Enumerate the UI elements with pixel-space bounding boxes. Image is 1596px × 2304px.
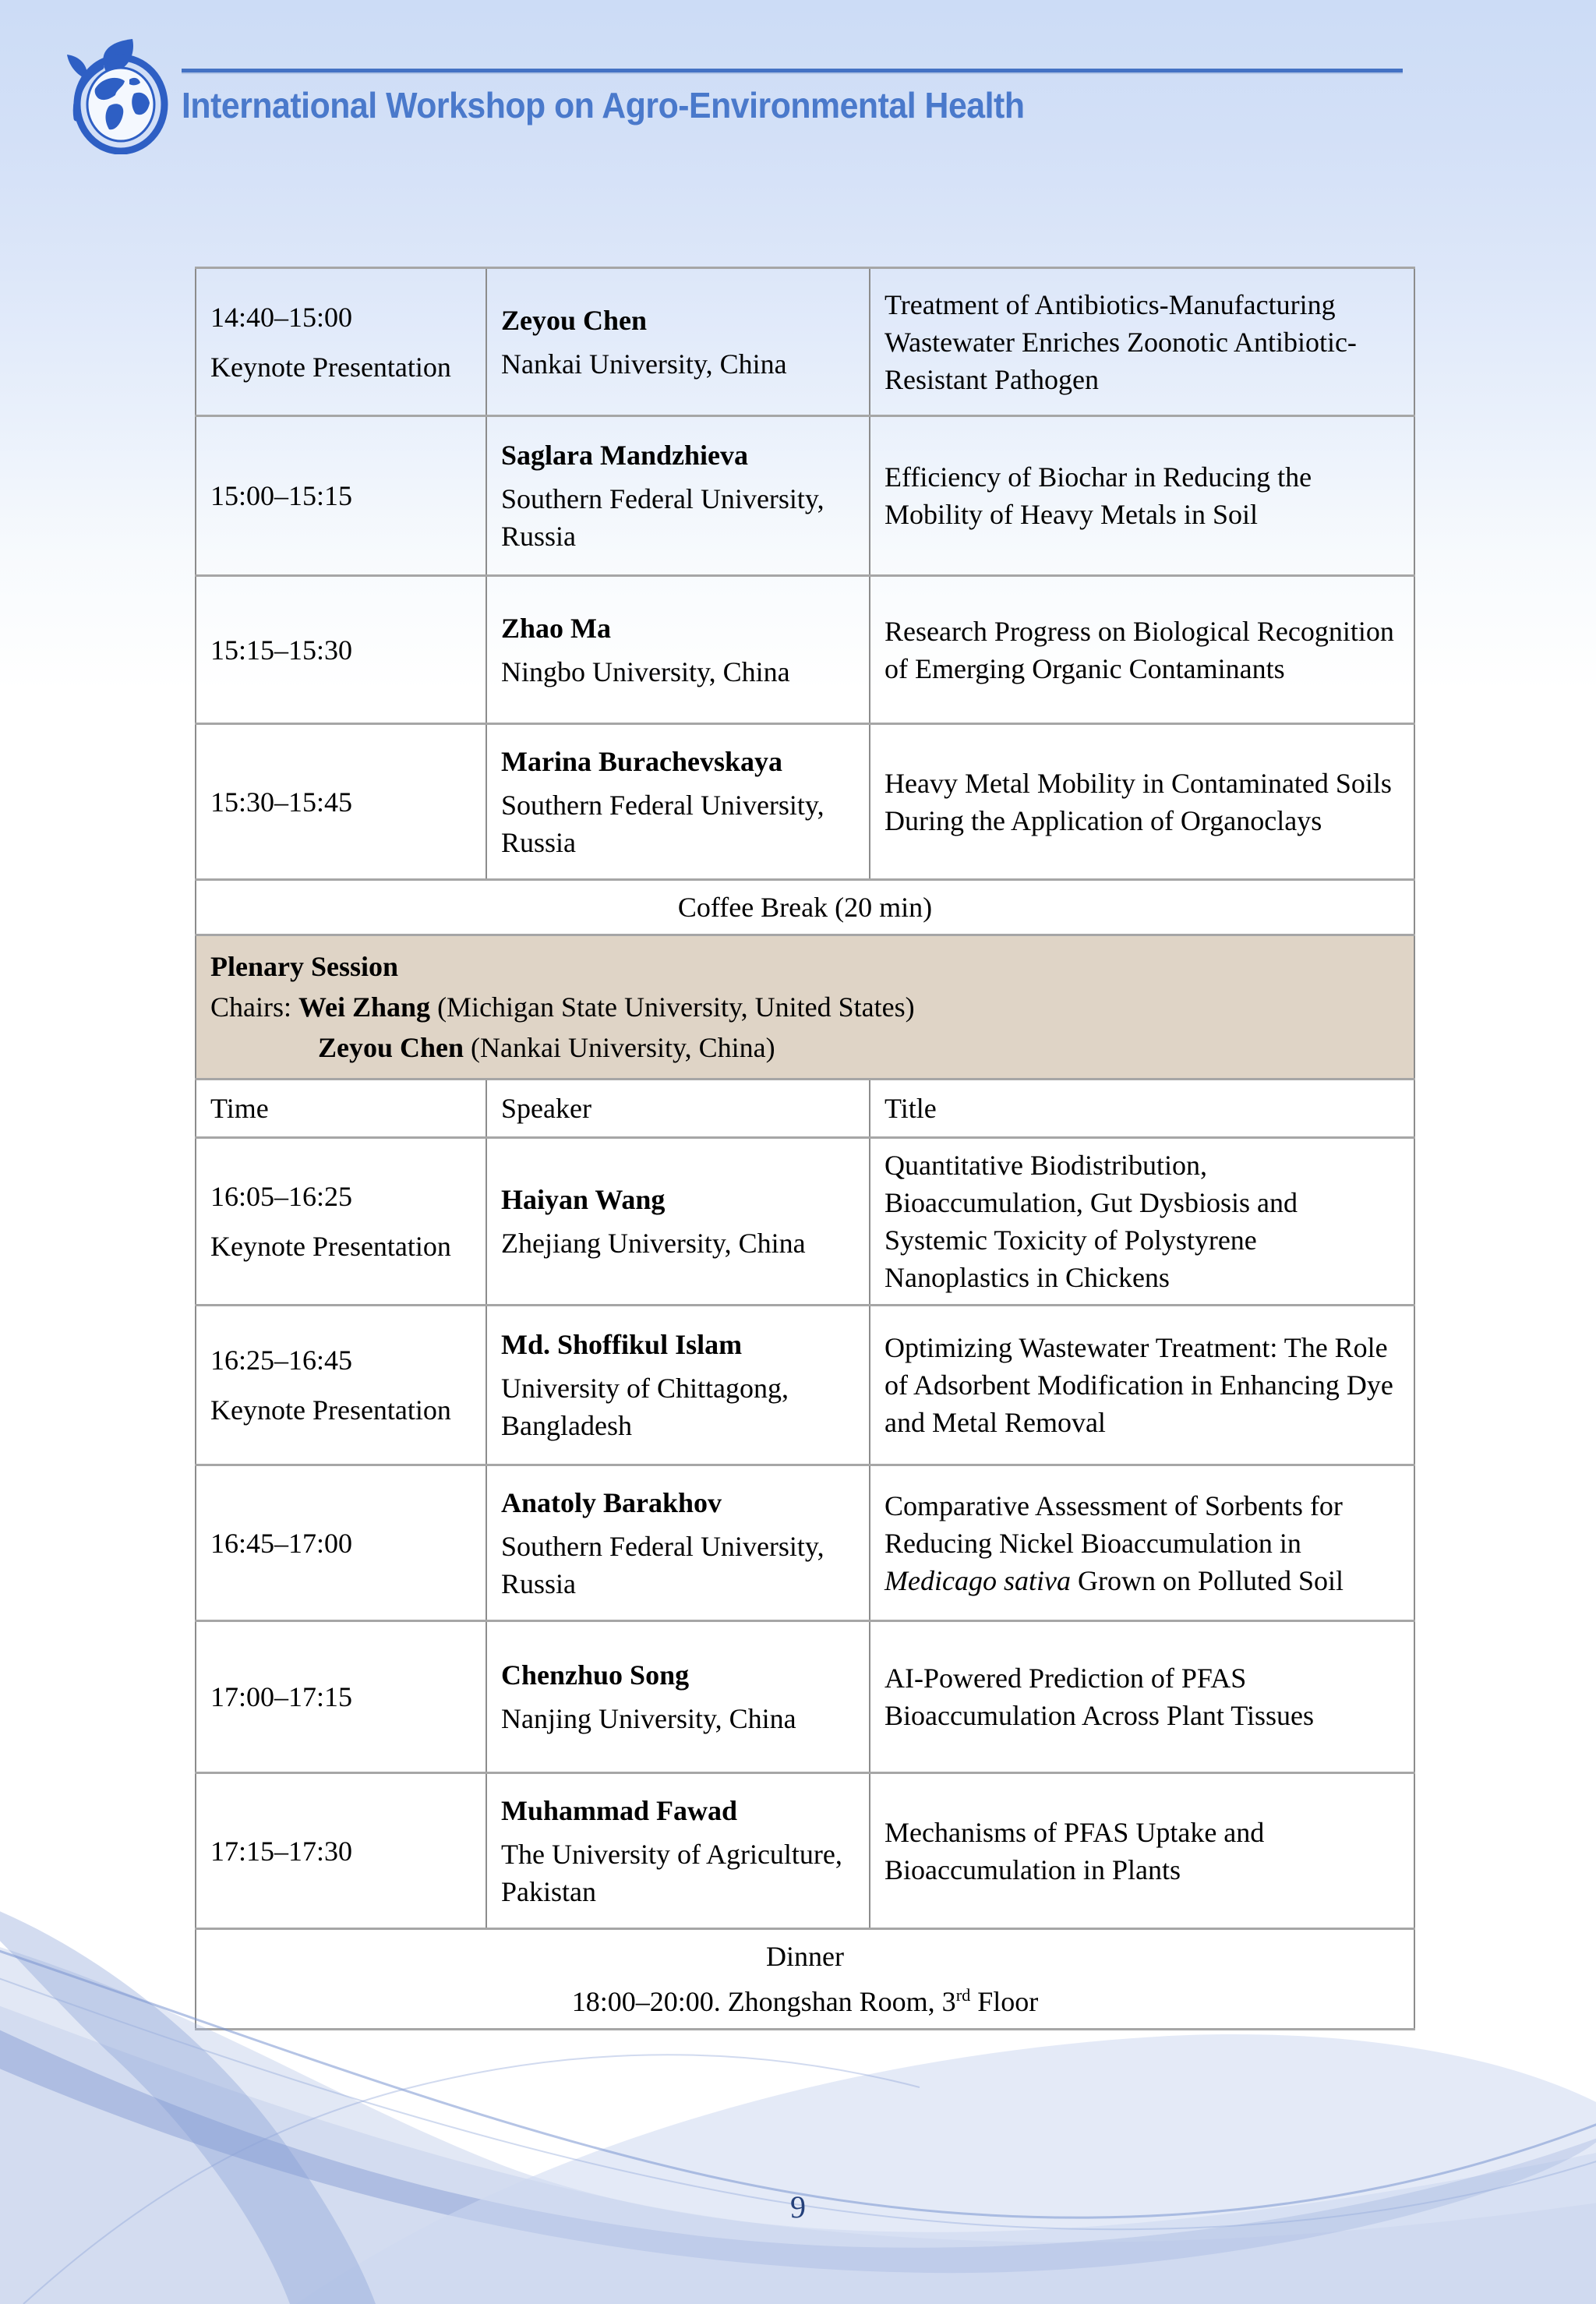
speaker-cell [486, 268, 870, 416]
time-cell [196, 576, 486, 724]
program-table-row [196, 724, 1414, 880]
speaker-cell [486, 1465, 870, 1621]
speaker-name: Chenzhuo Song [501, 1659, 690, 1691]
speaker-cell [486, 1306, 870, 1465]
speaker-name: Saglara Mandzhieva [501, 440, 749, 471]
column-header-title: Title [870, 1080, 1414, 1138]
talk-title: Quantitative Biodistribution, Bioaccumulation, Gut Dysbiosis and Systemic Toxicity of Polystyrene Nanoplastics in Chickens [885, 1150, 1298, 1293]
time-range: 16:45–17:00 [210, 1527, 353, 1559]
speaker-name: Anatoly Barakhov [501, 1486, 722, 1518]
globe-leaf-logo-icon [61, 37, 175, 154]
coffee-break-label: Coffee Break (20 min) [196, 880, 1414, 935]
column-header-section [196, 1080, 1414, 1138]
session-rows-plenary [196, 1138, 1414, 1929]
plenary-banner-section [196, 935, 1414, 1080]
time-cell [196, 1306, 486, 1465]
time-range: 16:05–16:25 [210, 1181, 353, 1212]
time-cell [196, 268, 486, 416]
plenary-session-title: Plenary Session [210, 951, 399, 982]
title-cell [870, 268, 1414, 416]
speaker-cell [486, 576, 870, 724]
coffee-break-section [196, 880, 1414, 935]
program-table-row [196, 416, 1414, 576]
speaker-affiliation: Ningbo University, China [501, 656, 790, 687]
session-type-label: Keynote Presentation [210, 1394, 451, 1426]
time-range: 15:15–15:30 [210, 634, 353, 666]
dinner-details: 18:00–20:00. Zhongshan Room, 3rd Floor [571, 1985, 1039, 2017]
program-table-row [196, 1465, 1414, 1621]
speaker-name: Md. Shoffikul Islam [501, 1329, 743, 1360]
chairs-label: Chairs: [210, 991, 298, 1023]
chair-affiliation: (Nankai University, China) [464, 1032, 775, 1063]
speaker-name: Zhao Ma [501, 612, 612, 644]
program-table-row [196, 1306, 1414, 1465]
speaker-affiliation: The University of Agriculture, Pakistan [501, 1838, 842, 1907]
program-table-row [196, 268, 1414, 416]
page-number: 9 [790, 2189, 806, 2224]
speaker-affiliation: Southern Federal University, Russia [501, 483, 824, 552]
time-cell [196, 1138, 486, 1306]
speaker-name: Muhammad Fawad [501, 1794, 738, 1826]
chair-affiliation: (Michigan State University, United States) [430, 991, 915, 1023]
speaker-cell [486, 416, 870, 576]
talk-title: Comparative Assessment of Sorbents for Reducing Nickel Bioaccumulation in Medicago sativa Grown on Polluted Soil [885, 1489, 1344, 1596]
title-cell [870, 724, 1414, 880]
header-divider-line [182, 69, 1403, 72]
plenary-chair-1 [210, 988, 1400, 1026]
time-range: 17:00–17:15 [210, 1681, 353, 1712]
talk-title: AI-Powered Prediction of PFAS Bioaccumulation Across Plant Tissues [885, 1663, 1315, 1731]
talk-title: Optimizing Wastewater Treatment: The Role of Adsorbent Modification in Enhancing Dye and Metal Removal [885, 1332, 1393, 1438]
talk-title: Treatment of Antibiotics-Manufacturing Wastewater Enriches Zoonotic Antibiotic-Resistant Pathogen [885, 288, 1357, 395]
time-range: 14:40–15:00 [210, 301, 353, 333]
speaker-cell [486, 724, 870, 880]
title-cell [870, 1306, 1414, 1465]
time-cell [196, 724, 486, 880]
time-range: 16:25–16:45 [210, 1345, 353, 1376]
column-header-row [196, 1080, 1414, 1138]
time-range: 17:15–17:30 [210, 1835, 353, 1867]
speaker-affiliation: University of Chittagong, Bangladesh [501, 1373, 789, 1441]
speaker-affiliation: Zhejiang University, China [501, 1228, 806, 1259]
talk-title: Heavy Metal Mobility in Contaminated Soils During the Application of Organoclays [885, 767, 1392, 836]
coffee-break-row [196, 880, 1414, 935]
time-range: 15:30–15:45 [210, 786, 353, 818]
dinner-label: Dinner [766, 1941, 844, 1972]
speaker-affiliation: Nankai University, China [501, 348, 787, 380]
column-header-speaker: Speaker [486, 1080, 870, 1138]
talk-title: Efficiency of Biochar in Reducing the Mobility of Heavy Metals in Soil [885, 461, 1312, 530]
time-range: 15:00–15:15 [210, 480, 353, 511]
chair-name: Zeyou Chen [318, 1032, 464, 1063]
speaker-cell [486, 1138, 870, 1306]
program-table-row [196, 1621, 1414, 1773]
session-rows-afternoon [196, 268, 1414, 880]
talk-title: Research Progress on Biological Recognition of Emerging Organic Contaminants [885, 615, 1394, 684]
wave-ribbons-decoration [0, 1902, 1596, 2304]
title-cell [870, 1138, 1414, 1306]
speaker-name: Zeyou Chen [501, 304, 648, 336]
speaker-affiliation: Nanjing University, China [501, 1703, 796, 1734]
title-cell [870, 1465, 1414, 1621]
plenary-session-banner [196, 935, 1414, 1080]
program-table-row [196, 1138, 1414, 1306]
session-type-label: Keynote Presentation [210, 351, 451, 383]
time-cell [196, 1621, 486, 1773]
program-table [195, 267, 1415, 2030]
plenary-chair-2 [210, 1029, 1400, 1066]
session-type-label: Keynote Presentation [210, 1231, 451, 1262]
title-cell [870, 416, 1414, 576]
title-cell [870, 1621, 1414, 1773]
speaker-affiliation: Southern Federal University, Russia [501, 789, 824, 858]
speaker-cell [486, 1621, 870, 1773]
program-table-row [196, 576, 1414, 724]
page-title: International Workshop on Agro-Environmental Health [182, 85, 1025, 125]
column-header-time: Time [196, 1080, 486, 1138]
talk-title: Mechanisms of PFAS Uptake and Bioaccumulation in Plants [885, 1816, 1265, 1885]
title-cell [870, 576, 1414, 724]
speaker-affiliation: Southern Federal University, Russia [501, 1530, 824, 1599]
chair-name: Wei Zhang [298, 991, 431, 1023]
speaker-name: Marina Burachevskaya [501, 745, 783, 777]
speaker-name: Haiyan Wang [501, 1184, 666, 1215]
time-cell [196, 1465, 486, 1621]
time-cell [196, 416, 486, 576]
